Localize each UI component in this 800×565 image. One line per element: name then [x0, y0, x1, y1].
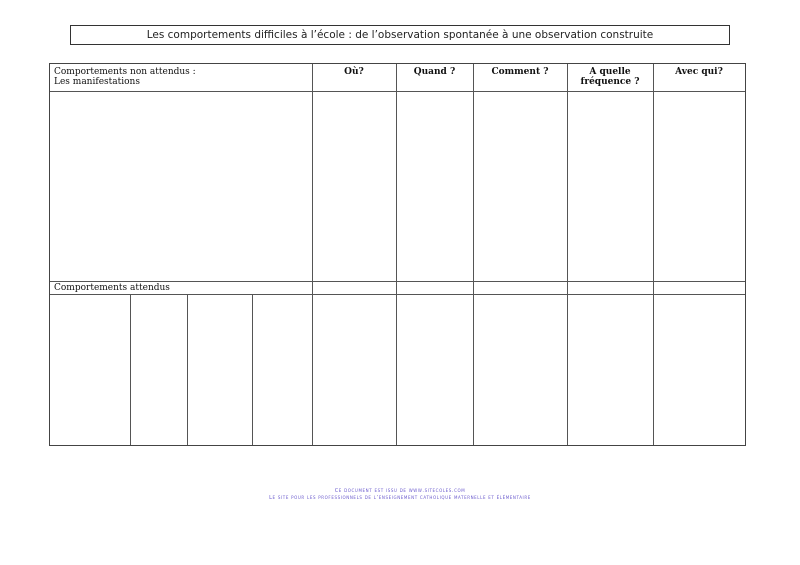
unexpected-behaviors-label [54, 67, 196, 87]
column-divider [653, 64, 654, 445]
header-quand: Quand ? [413, 67, 456, 77]
column-divider [396, 64, 397, 445]
footer-line1: Ce document est issu de www.sitecoles.com [334, 488, 466, 494]
unexpected-behaviors-line2: Les manifestations [54, 77, 140, 87]
header-frequence-line1: A quelle [589, 67, 631, 77]
header-comment: Comment ? [491, 67, 549, 77]
header-row-divider [50, 91, 745, 92]
section-divider-top [50, 281, 745, 282]
subcolumn-divider [130, 294, 131, 445]
unexpected-behaviors-line1: Comportements non attendus : [54, 67, 196, 77]
column-divider [567, 64, 568, 445]
observation-table [49, 63, 746, 446]
subcolumn-divider [187, 294, 188, 445]
footer-line2: Le site pour les professionnels de l’enseignement catholique maternelle et élémentaire [269, 495, 531, 501]
expected-behaviors-label: Comportements attendus [54, 283, 170, 293]
subcolumn-divider [252, 294, 253, 445]
column-divider [473, 64, 474, 445]
header-avec-qui: Avec qui? [675, 67, 723, 77]
document-title [70, 25, 730, 45]
section-divider-bottom [50, 294, 745, 295]
header-ou: Où? [344, 67, 364, 77]
document-title-text: Les comportements difficiles à l’école : de l’observation spontanée à une observation construite [146, 29, 654, 41]
header-frequence-line2: fréquence ? [580, 77, 640, 87]
header-frequence [567, 67, 653, 87]
column-divider [312, 64, 313, 445]
